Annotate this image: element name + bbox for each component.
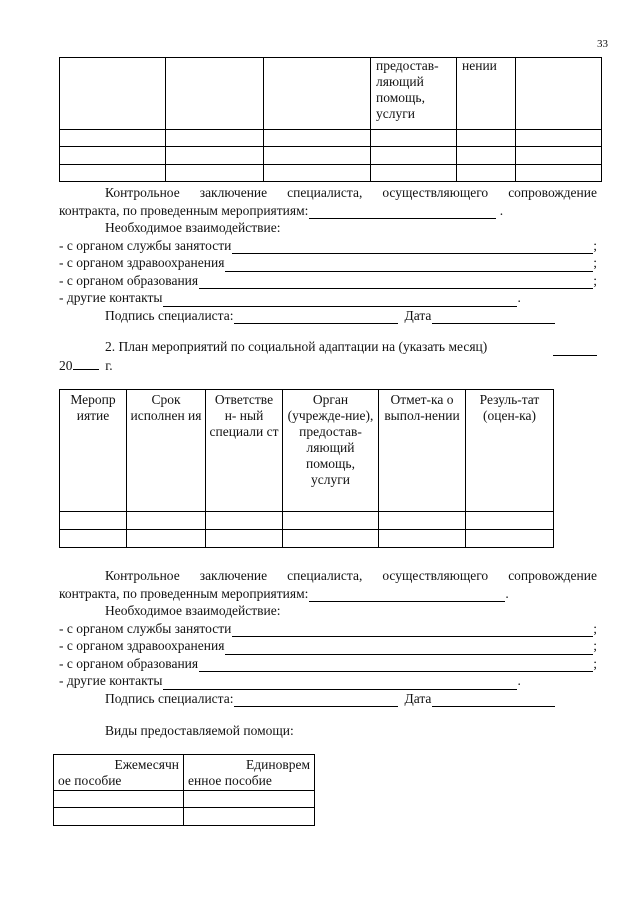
plan-heading: [59, 338, 597, 374]
interaction-label: Необходимое взаимодействие:: [105, 220, 281, 235]
table-top-continued: [59, 57, 602, 182]
table-header-cell: Меропр иятие: [60, 390, 127, 512]
blank-line[interactable]: [309, 205, 496, 219]
header-line: енное пособие: [188, 773, 272, 788]
interaction-item: - с органом службы занятости: [59, 620, 232, 636]
table-cell: [60, 58, 166, 130]
date-label: Дата: [404, 307, 432, 323]
plan-year-prefix: 20: [59, 357, 73, 373]
interaction-item: - с органом службы занятости: [59, 237, 232, 253]
plan-title: 2. План мероприятий по социальной адаптации на (указать месяц): [105, 339, 488, 354]
table-header-cell: [54, 755, 184, 791]
assistance-table: [53, 754, 315, 826]
assistance-title: Виды предоставляемой помощи:: [105, 723, 294, 738]
assistance-title-block: [59, 722, 597, 740]
signature-label: Подпись специалиста:: [105, 690, 234, 706]
table-row: [60, 512, 554, 530]
header-line: Единоврем: [246, 757, 310, 772]
blank-line[interactable]: [199, 275, 593, 289]
blank-line[interactable]: [163, 293, 517, 307]
blank-line[interactable]: [309, 588, 505, 602]
table-cell: [166, 58, 264, 130]
table-row: [60, 165, 602, 182]
month-blank[interactable]: [553, 342, 597, 356]
conclusion-line: Контрольное заключение специалиста, осуществляющего сопровождение: [105, 568, 597, 583]
table-header-cell: Ответстве н- ный специали ст: [206, 390, 283, 512]
conclusion-line: контракта, по проведенным мероприятиям:: [59, 585, 309, 601]
blank-line[interactable]: [225, 641, 593, 655]
table-row: [60, 130, 602, 147]
interaction-item: - с органом здравоохранения: [59, 638, 225, 653]
interaction-item: - с органом образования: [59, 272, 199, 288]
signature-blank[interactable]: [234, 310, 398, 324]
interaction-item: - другие контакты: [59, 673, 163, 688]
plan-table: [59, 389, 554, 548]
interaction-item: - с органом здравоохранения: [59, 255, 225, 270]
date-blank[interactable]: [432, 310, 555, 324]
table-header-cell: Срок исполнен ия: [127, 390, 206, 512]
page-number: 33: [597, 38, 608, 50]
conclusion-line: контракта, по проведенным мероприятиям:: [59, 202, 309, 218]
table-header-cell: [184, 755, 315, 791]
interaction-label: Необходимое взаимодействие:: [105, 603, 281, 618]
blank-line[interactable]: [232, 623, 593, 637]
plan-year-suffix: г.: [105, 357, 113, 373]
table-header-cell: Отмет-ка о выпол-нении: [379, 390, 466, 512]
year-blank[interactable]: [73, 356, 99, 370]
interaction-item: - с органом образования: [59, 655, 199, 671]
signature-blank[interactable]: [234, 693, 398, 707]
table-row: [54, 808, 315, 826]
blank-line[interactable]: [232, 240, 593, 254]
blank-line[interactable]: [199, 658, 593, 672]
section2-conclusion: Контрольное заключение специалиста, осуществляющего сопровождение контракта, по проведенным мероприятиям: . Необходимое взаимодействие: - с органом службы занятости ; - с органом здравоохранения ; - с органом образования ; - другие контакты . Подпись специалиста: Дата: [59, 568, 597, 706]
blank-line[interactable]: [163, 676, 517, 690]
table-row: [60, 530, 554, 548]
table-row: [54, 791, 315, 808]
interaction-item: - другие контакты: [59, 290, 163, 305]
date-label: Дата: [404, 690, 432, 706]
header-line: Ежемесячн: [114, 757, 179, 772]
table-cell: [264, 58, 371, 130]
blank-line[interactable]: [225, 258, 593, 272]
table-cell: [516, 58, 602, 130]
table-header-cell: предостав-ляющий помощь, услуги: [371, 58, 457, 130]
table-header-cell: Резуль-тат (оцен-ка): [466, 390, 554, 512]
section1-conclusion: Контрольное заключение специалиста, осуществляющего сопровождение контракта, по проведенным мероприятиям: . Необходимое взаимодействие: - с органом службы занятости ; - с органом здравоохранения ; - с органом образования ; - другие контакты . Подпись специалиста: Дата: [59, 185, 597, 323]
table-header-cell: нении: [457, 58, 516, 130]
table-header-cell: Орган (учрежде-ние), предостав-ляющий помощь, услуги: [283, 390, 379, 512]
signature-label: Подпись специалиста:: [105, 307, 234, 323]
table-row: [60, 147, 602, 165]
header-line: ое пособие: [58, 773, 122, 788]
conclusion-line: Контрольное заключение специалиста, осуществляющего сопровождение: [105, 185, 597, 200]
date-blank[interactable]: [432, 693, 555, 707]
